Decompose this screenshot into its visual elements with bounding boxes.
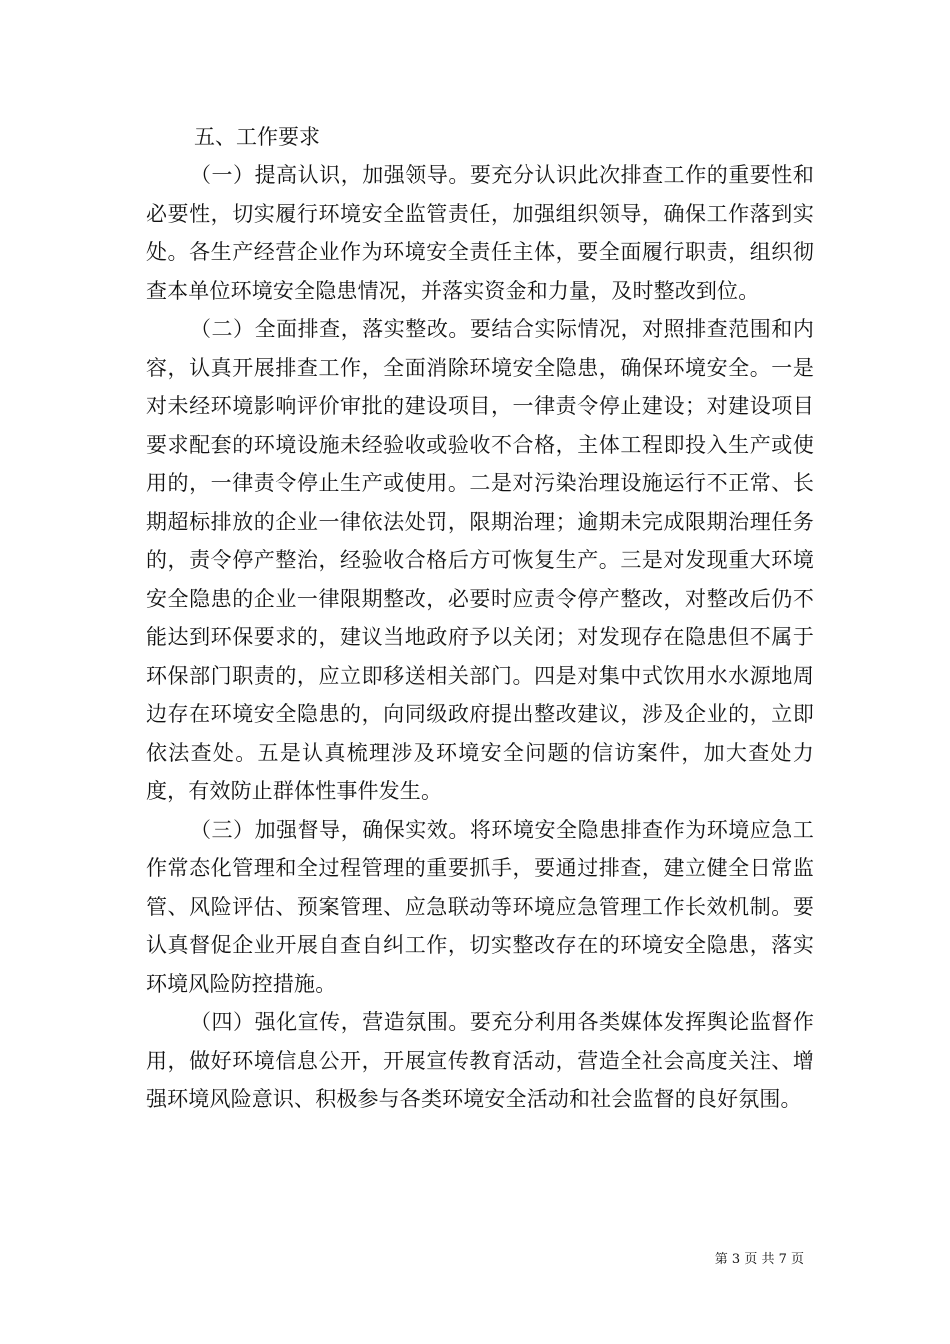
document-body (146, 118, 814, 1119)
paragraph-4: （四）强化宣传，营造氛围。要充分利用各类媒体发挥舆论监督作用，做好环境信息公开，开展宣传教育活动，营造全社会高度关注、增强环境风险意识、积极参与各类环境安全活动和社会监督的良好氛围。 (146, 1010, 814, 1111)
section-title: 五、工作要求 (194, 125, 320, 149)
paragraph-2: （二）全面排查，落实整改。要结合实际情况，对照排查范围和内容，认真开展排查工作，全面消除环境安全隐患，确保环境安全。一是对未经环境影响评价审批的建设项目，一律责令停止建设；对建设项目要求配套的环境设施未经验收或验收不合格，主体工程即投入生产或使用的，一律责令停止生产或使用。二是对污染治理设施运行不正常、长期超标排放的企业一律依法处罚，限期治理；逾期未完成限期治理任务的，责令停产整治，经验收合格后方可恢复生产。三是对发现重大环境安全隐患的企业一律限期整改，必要时应责令停产整改，对整改后仍不能达到环保要求的，建议当地政府予以关闭；对发现存在隐患但不属于环保部门职责的，应立即移送相关部门。四是对集中式饮用水水源地周边存在环境安全隐患的，向同级政府提出整改建议，涉及企业的，立即依法查处。五是认真梳理涉及环境安全问题的信访案件，加大查处力度，有效防止群体性事件发生。 (146, 317, 814, 803)
page-number-footer: 第 3 页 共 7 页 (714, 1252, 804, 1267)
paragraph-3: （三）加强督导，确保实效。将环境安全隐患排查作为环境应急工作常态化管理和全过程管理的重要抓手，要通过排查，建立健全日常监管、风险评估、预案管理、应急联动等环境应急管理工作长效机制。要认真督促企业开展自查自纠工作，切实整改存在的环境安全隐患，落实环境风险防控措施。 (146, 817, 814, 996)
paragraph-1: （一）提高认识，加强领导。要充分认识此次排查工作的重要性和必要性，切实履行环境安全监管责任，加强组织领导，确保工作落到实处。各生产经营企业作为环境安全责任主体，要全面履行职责，组织彻查本单位环境安全隐患情况，并落实资金和力量，及时整改到位。 (146, 163, 814, 303)
